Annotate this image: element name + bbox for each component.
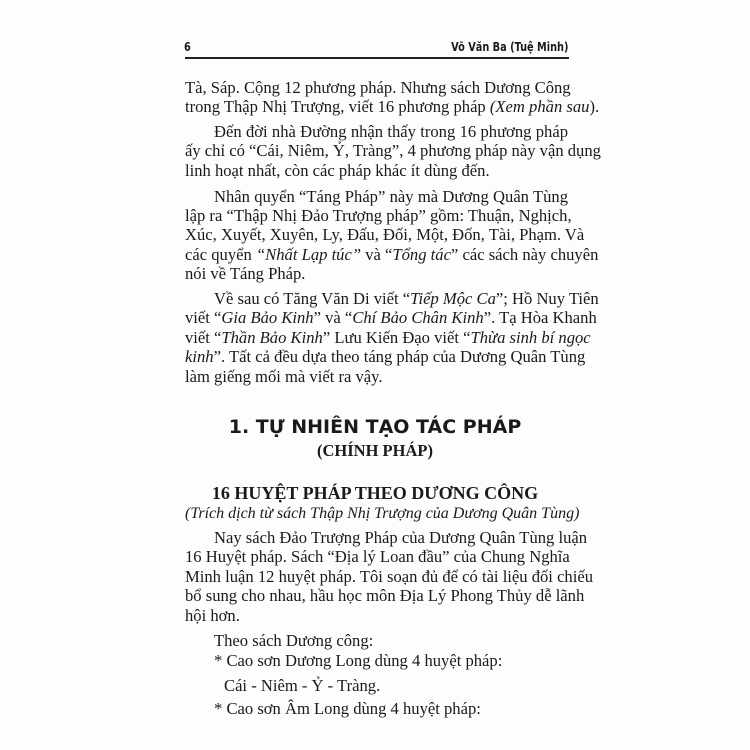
text-line [185,367,568,387]
text-run: hội hơn. [185,606,240,625]
text-line [185,225,585,245]
text-run: Nhân quyển “Táng Pháp” này mà Dương Quân Tùng [214,187,568,206]
text-line [185,161,568,181]
italic-text: Thần Bảo Kinh [221,328,323,347]
text-run: Theo sách Dương công: [214,631,374,650]
text-run: ” Lưu Kiến Đạo viết “ [322,328,471,347]
text-run: nói về Táng Pháp. [185,264,306,283]
text-line [185,606,568,626]
text-line [185,78,571,98]
text-run: viết “ [185,308,222,327]
text-run: ”. Tạ Hòa Khanh [483,308,597,327]
text-line [214,699,568,719]
text-line [214,651,568,671]
text-run: ). [589,97,600,116]
text-line [185,586,585,606]
italic-text: Thừa sinh bí ngọc [470,328,591,347]
text-run: Đến đời nhà Đường nhận thấy trong 16 phương pháp [214,122,568,141]
text-line [185,206,572,226]
text-line [185,347,586,367]
text-line [185,567,594,587]
text-line [185,97,600,117]
text-line [214,187,568,207]
text-run: 16 Huyệt pháp. Sách “Địa lý Loan đầu” của Chung Nghĩa [185,547,570,566]
text-run: ấy chỉ có “Cái, Niêm, Ỷ, Tràng”, 4 phương pháp này vận dụng [185,141,601,160]
italic-text: Chí Bảo Chân Kinh [352,308,484,327]
text-run: * Cao sơn Dương Long dùng 4 huyệt pháp: [214,651,503,670]
text-line [185,264,568,284]
italic-text: Tiếp Mộc Ca [410,289,496,308]
page-number: 6 [184,39,191,54]
text-run: làm giếng mối mà viết ra vậy. [185,367,383,386]
text-run: trong Thập Nhị Trượng, viết 16 phương pháp [185,97,490,116]
text-line [214,289,599,309]
text-run: lập ra “Thập Nhị Đảo Trượng pháp” gồm: Thuận, Nghịch, [185,206,572,225]
italic-text: kinh [185,347,214,366]
text-run: Xúc, Xuyết, Xuyên, Ly, Đấu, Đối, Một, Đốn, Tài, Phạm. Và [185,225,585,244]
text-line [214,528,588,548]
text-line [185,308,597,328]
text-run: Minh luận 12 huyệt pháp. Tôi soạn đủ để có tài liệu đối chiếu [185,567,594,586]
text-run: Cái - Niêm - Ỷ - Tràng. [224,676,381,695]
text-run: * Cao sơn Âm Long dùng 4 huyệt pháp: [214,699,481,718]
italic-text: (Xem phần sau [489,97,590,116]
header-rule [185,57,569,59]
subsection-note: (Trích dịch từ sách Thập Nhị Trượng của Dương Quân Tùng) [185,505,580,522]
text-run: ” và “ [313,308,353,327]
text-line [185,245,599,265]
text-line [214,631,568,651]
text-line [185,328,591,348]
text-line [224,676,568,696]
subsection-title: 16 HUYỆT PHÁP THEO DƯƠNG CÔNG [211,483,539,503]
text-run: và “ [361,245,393,264]
italic-text: Tổng tác [392,245,451,264]
text-run: Nay sách Đảo Trượng Pháp của Dương Quân Tùng luận [214,528,588,547]
italic-text: “Nhất Lạp túc” [255,245,362,264]
running-header-author: Võ Văn Ba (Tuệ Minh) [450,39,568,54]
text-run: ”. Tất cả đều dựa theo táng pháp của Dương Quân Tùng [213,347,586,366]
text-run: Tà, Sáp. Cộng 12 phương pháp. Nhưng sách Dương Công [185,78,571,97]
text-run: Về sau có Tăng Văn Di viết “ [214,289,411,308]
text-run: các quyển [185,245,256,264]
text-run: ”; Hồ Nuy Tiên [495,289,599,308]
section-title: 1. TỰ NHIÊN TẠO TÁC PHÁP [228,416,522,438]
italic-text: Gia Bảo Kinh [221,308,314,327]
text-line [185,547,568,567]
text-run: linh hoạt nhất, còn các pháp khác ít dùng đến. [185,161,490,180]
text-line [214,122,568,142]
text-run: bổ sung cho nhau, hầu học môn Địa Lý Phong Thủy dễ lãnh [185,586,585,605]
text-run: ” các sách này chuyên [450,245,599,264]
text-run: viết “ [185,328,222,347]
text-line [185,141,601,161]
section-subtitle: (CHÍNH PHÁP) [317,441,433,460]
